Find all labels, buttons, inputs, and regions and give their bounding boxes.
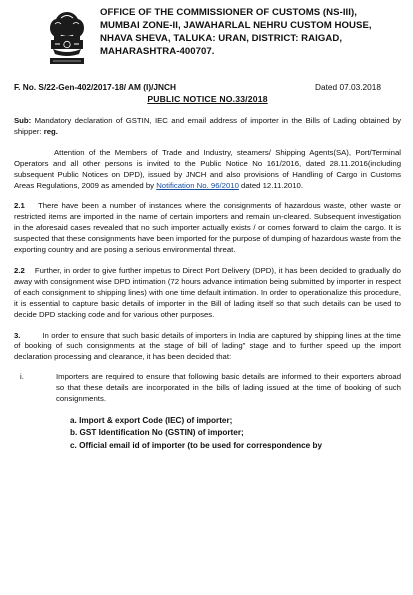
intro-text: Attention of the Members of Trade and Industry, steamers/ Shipping Agents(SA), Port/Terminal Operators and all other persons is invited to the Public Notice No 161/2016, dated 28.11.2016(including subsequent Public Notices on DPD), issued by JNCH and also provisions of Handling of Cargo in Customs Areas Regulations, 2009 as amended by — [14, 147, 401, 190]
subject-tail: reg. — [43, 126, 58, 136]
list-item: a. Import & export Code (IEC) of importer; — [70, 415, 233, 425]
paragraph-2-1 — [14, 201, 401, 256]
intro-text-end: dated 12.11.2010. — [238, 180, 303, 190]
paragraph-3 — [14, 331, 401, 364]
subject-line — [14, 116, 401, 138]
point-i — [14, 372, 401, 405]
office-line: NHAVA SHEVA, TALUKA: URAN, DISTRICT: RAIGAD, — [100, 33, 343, 44]
notice-title: PUBLIC NOTICE NO.33/2018 — [147, 94, 268, 104]
paragraph-2-2 — [14, 266, 401, 321]
notification-link[interactable]: Notification No. 96/2010 — [156, 180, 239, 190]
point-label: i. — [20, 372, 24, 382]
office-line: OFFICE OF THE COMMISSIONER OF CUSTOMS (NS-III), — [100, 7, 357, 18]
paragraph-text: There have been a number of instances where the consignments of hazardous waste, other waste or restricted items are imported in the name of certain importers and remain un-cleared. Subsequent investigation in the aforesaid cases revealed that no such importer actually exists / or comes forward to claim the cargo. It is suspected that these consignments have been imported for the purpose of dumping of hazardous waste from the exporting country and are posing a serious environmental threat. — [14, 201, 402, 255]
subject-label: Sub: — [14, 116, 32, 125]
office-address — [100, 6, 401, 58]
paragraph-text: Further, in order to give further impetus to Direct Port Delivery (DPD), it has been decided to gradually do away with consignment wise DPD intimation (72 hours advance intimation being submitted by importer in respect of each consignment to shipping lines) with one time default intimation. In order to operationalize this procedure, it is essential to capture basic details of importer in the Bill of lading itself so that such details can be used to decide DPD stacking code and for various other purposes. — [14, 265, 401, 319]
list-item: c. Official email id of importer (to be used for correspondence by — [70, 440, 323, 450]
paragraph-number: 2.2 — [14, 265, 25, 275]
notice-date: Dated 07.03.2018 — [315, 82, 381, 92]
importer-details-list — [70, 415, 401, 452]
paragraph-text: In order to ensure that such basic details of importers in India are captured by shipping lines at the time of booking of such consignments at the stage of bill of lading" stage and to further speed up the import declaration processing and clearance, it has been decided that: — [14, 330, 401, 362]
notice-header — [14, 0, 401, 76]
paragraph-number: 3. — [14, 330, 21, 340]
file-number-row — [14, 82, 401, 93]
office-line: MAHARASHTRA-400707. — [100, 46, 215, 57]
intro-paragraph — [14, 148, 401, 192]
subject-text: Mandatory declaration of GSTIN, IEC and email address of importer in the Bills of Lading obtained by shipper: — [14, 116, 401, 136]
file-number: F. No. S/22-Gen-402/2017-18/ AM (I)/JNCH — [14, 82, 176, 92]
list-item: b. GST Identification No (GSTIN) of importer; — [70, 428, 244, 438]
office-line: MUMBAI ZONE-II, JAWAHARLAL NEHRU CUSTOM HOUSE, — [100, 20, 372, 31]
national-emblem-icon — [42, 8, 92, 70]
point-text: Importers are required to ensure that following basic details are informed to their exporters abroad so that these details are incorporated in the bills of lading issued at the time of booking of such consignments. — [56, 372, 401, 404]
paragraph-number: 2.1 — [14, 201, 25, 211]
